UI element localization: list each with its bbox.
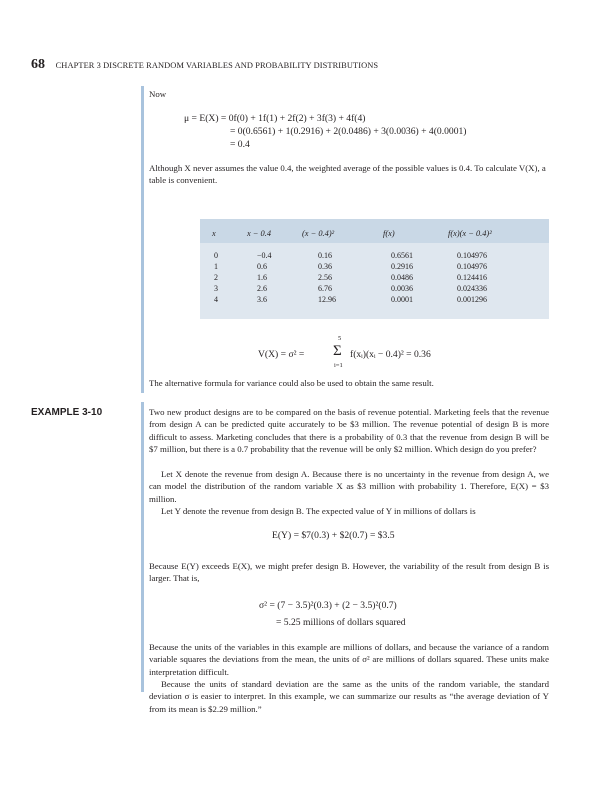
page-number: 68 [31,57,45,72]
paragraph-weighted-average: Although X never assumes the value 0.4, the weighted average of the possible values is 0.4. To calculate V(X), a table is convenient. [149,163,546,186]
example-label: EXAMPLE 3-10 [31,407,103,418]
example-paragraph-6: Because the units of standard deviation are the same as the units of the random variable, the standard deviation σ is easier to interpret. In this example, we can summarize our results as “the average deviation of Y from its mean is $2.29 million.” [149,679,549,714]
table-header-squared-deviation: (x − 0.4)² [302,229,335,238]
table-header-weighted-square: f(x)(x − 0.4)² [448,229,492,238]
table-cell-x: 3 [214,284,218,293]
summation-sigma-symbol: Σ [333,343,342,359]
table-cell-weighted-square: 0.024336 [457,284,487,293]
table-cell-fx: 0.0486 [391,273,413,282]
variance-y-equation-line-2: = 5.25 millions of dollars squared [276,617,406,628]
paragraph-alternative-formula: The alternative formula for variance could also be used to obtain the same result. [149,378,434,388]
table-cell-weighted-square: 0.124416 [457,273,487,282]
variance-equation-rhs: f(xᵢ)(xᵢ − 0.4)² = 0.36 [350,349,431,360]
expected-value-y-equation: E(Y) = $7(0.3) + $2(0.7) = $3.5 [272,530,395,541]
table-cell-weighted-square: 0.104976 [457,262,487,271]
section-accent-bar [141,86,144,393]
example-paragraph-2: Let X denote the revenue from design A. Because there is no uncertainty in the revenue from design A, we can model the distribution of the random variable X as $3 million with probability 1. Therefore, E(X) = $3 million. [149,469,549,504]
page-header [31,57,378,73]
table-cell-squared-deviation: 0.16 [318,251,332,260]
table-cell-squared-deviation: 2.56 [318,273,332,282]
table-cell-fx: 0.6561 [391,251,413,260]
mean-equation-line-1: μ = E(X) = 0f(0) + 1f(1) + 2f(2) + 3f(3) + 4f(4) [184,113,366,124]
table-cell-x-minus-mean: 1.6 [257,273,267,282]
summation-upper-limit: 5 [338,335,342,342]
variance-equation-lhs: V(X) = σ² = [258,349,305,360]
table-cell-squared-deviation: 0.36 [318,262,332,271]
example-paragraph-1: Two new product designs are to be compared on the basis of revenue potential. Marketing feels that the revenue from design A can be predicted quite accurately to be $3 million. The revenue potential of design B is more difficult to assess. Marketing concludes that there is a probability of 0.3 that the revenue from design B will be $7 million, but there is a 0.7 probability that the revenue will be only $2 million. Which design do you prefer? [149,407,549,455]
table-header-fx: f(x) [383,229,395,238]
table-cell-squared-deviation: 6.76 [318,284,332,293]
example-accent-bar [141,402,144,692]
summation-lower-limit: i=1 [334,362,343,369]
table-cell-x-minus-mean: −0.4 [257,251,272,260]
table-cell-x: 0 [214,251,218,260]
table-cell-x-minus-mean: 0.6 [257,262,267,271]
mean-equation-line-3: = 0.4 [230,139,250,150]
table-header-x-minus-mean: x − 0.4 [247,229,272,238]
table-cell-x-minus-mean: 2.6 [257,284,267,293]
table-cell-x: 4 [214,295,218,304]
example-paragraph-4: Because E(Y) exceeds E(X), we might prefer design B. However, the variability of the result from design B is larger. That is, [149,561,549,584]
table-cell-squared-deviation: 12.96 [318,295,336,304]
table-cell-fx: 0.0001 [391,295,413,304]
intro-now: Now [149,89,167,99]
variance-y-equation-line-1: σ² = (7 − 3.5)²(0.3) + (2 − 3.5)²(0.7) [259,600,397,611]
table-cell-x: 1 [214,262,218,271]
table-cell-x: 2 [214,273,218,282]
mean-equation-line-2: = 0(0.6561) + 1(0.2916) + 2(0.0486) + 3(0.0036) + 4(0.0001) [230,126,467,137]
table-cell-x-minus-mean: 3.6 [257,295,267,304]
chapter-title: CHAPTER 3 DISCRETE RANDOM VARIABLES AND PROBABILITY DISTRIBUTIONS [55,61,379,70]
table-cell-fx: 0.2916 [391,262,413,271]
table-cell-fx: 0.0036 [391,284,413,293]
table-cell-weighted-square: 0.001296 [457,295,487,304]
table-header-x: x [212,229,216,238]
table-cell-weighted-square: 0.104976 [457,251,487,260]
example-paragraph-5: Because the units of the variables in this example are millions of dollars, and because the variance of a random variable squares the deviations from the mean, the units of σ² are millions of dollars squared. These units make interpretation difficult. [149,642,549,677]
example-paragraph-3: Let Y denote the revenue from design B. The expected value of Y in millions of dollars is [161,506,476,516]
